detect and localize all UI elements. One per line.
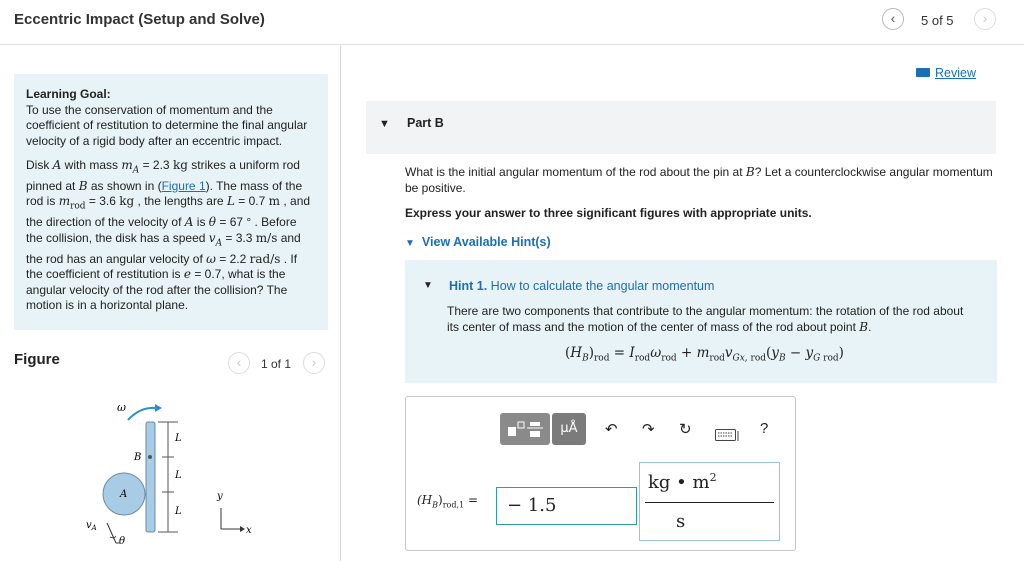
hint-text: There are two components that contribute to the angular momentum: the rotation of the rod about its center of mass and the motion of the center of mass of the rod about point B.	[447, 304, 964, 334]
question-text: What is the initial angular momentum of the rod about the pin at B? Let a counterclockwise angular momentum be positive.	[405, 165, 993, 195]
next-figure-button[interactable]: ›	[303, 352, 325, 374]
hint-caret-icon[interactable]: ▼	[423, 280, 433, 291]
omega-arrowhead	[155, 404, 162, 412]
part-b-header[interactable]	[366, 101, 996, 154]
x-axis-label: x	[246, 525, 252, 536]
prev-item-button[interactable]: ‹	[882, 8, 904, 30]
next-item-button[interactable]: ›	[974, 8, 996, 30]
panel-divider[interactable]	[340, 45, 341, 561]
hint-formula: $(H_B)_{rod} = I_{rod}\omega_{rod} + m_{rod}v_{Gx, rod}(y_B - y_{G rod})$	[565, 345, 844, 364]
learning-goal-heading: Learning Goal:	[26, 87, 111, 101]
unit-denominator: s	[676, 511, 686, 532]
velocity-label: $v_A$	[86, 520, 97, 532]
disk-a-label: A	[120, 489, 128, 500]
prev-figure-button[interactable]: ‹	[228, 352, 250, 374]
answer-area	[405, 396, 796, 551]
item-page-indicator: 5 of 5	[921, 13, 954, 28]
book-icon	[916, 68, 930, 77]
unit-fraction-bar	[645, 502, 774, 503]
help-button[interactable]: ?	[760, 420, 769, 437]
undo-icon[interactable]: ↶	[605, 421, 618, 438]
answer-instruction: Express your answer to three significant figures with appropriate units.	[405, 206, 812, 220]
hints-caret-icon: ▼	[405, 238, 415, 249]
answer-value-input[interactable]: − 1.5	[496, 487, 637, 525]
page-title: Eccentric Impact (Setup and Solve)	[14, 11, 265, 28]
figure-link[interactable]: Figure 1	[161, 178, 206, 193]
rod	[146, 422, 155, 532]
review-link[interactable]: Review	[916, 66, 976, 80]
length-label-3: L	[175, 506, 182, 517]
learning-goal-panel	[14, 74, 328, 330]
units-button[interactable]: μÅ	[552, 413, 586, 445]
unit-numerator: kg • $m^2$	[648, 471, 717, 493]
keyboard-icon[interactable]	[715, 429, 739, 443]
hint-panel	[405, 260, 997, 383]
figure-page-indicator: 1 of 1	[261, 357, 292, 371]
pin-b-label: B	[134, 452, 142, 463]
length-label-2: L	[175, 470, 182, 481]
reset-icon[interactable]: ↻	[679, 421, 692, 438]
answer-label: $(H_B)_{rod,1}$ =	[417, 493, 479, 510]
figure-diagram	[80, 395, 280, 555]
answer-units-input[interactable]	[639, 462, 780, 541]
templates-button[interactable]	[500, 413, 550, 445]
learning-goal-text: To use the conservation of momentum and the coefficient of restitution to determine the final angular velocity of a rigid body after an eccentric impact.	[26, 102, 308, 148]
figure-heading: Figure	[14, 351, 60, 368]
y-axis-label: y	[217, 491, 223, 502]
part-label: Part B	[407, 116, 444, 130]
omega-arrow	[128, 408, 155, 420]
view-hints-toggle[interactable]: ▼ View Available Hint(s)	[405, 235, 551, 249]
redo-icon[interactable]: ↷	[642, 421, 655, 438]
problem-statement: Disk A with mass $m_A = 2.3$ kg strikes a uniform rod pinned at B as shown in (Figure 1). The mass of the rod is $m_{rod} = 3.6$ kg , the lengths are L = 0.7 m , and the direction of the velocity of A is θ = 67 ° . Before the collision, the disk has a speed $v_A = 3.3$ m/s and the rod has an angular velocity of ω = 2.2 rad/s . If the coefficient of restitution is e = 0.7, what is the angular velocity of the rod after the collision? The motion is in a horizontal plane.	[26, 158, 311, 313]
omega-label: ω	[117, 401, 126, 414]
templates-icon	[500, 413, 550, 445]
pin-b	[148, 455, 152, 459]
theta-label: θ	[119, 536, 126, 547]
hint-title[interactable]: Hint 1. How to calculate the angular momentum	[449, 279, 715, 293]
header	[0, 0, 1024, 45]
collapse-caret-icon[interactable]: ▼	[379, 118, 390, 130]
velocity-arrow	[107, 523, 116, 543]
length-label-1: L	[175, 433, 182, 444]
